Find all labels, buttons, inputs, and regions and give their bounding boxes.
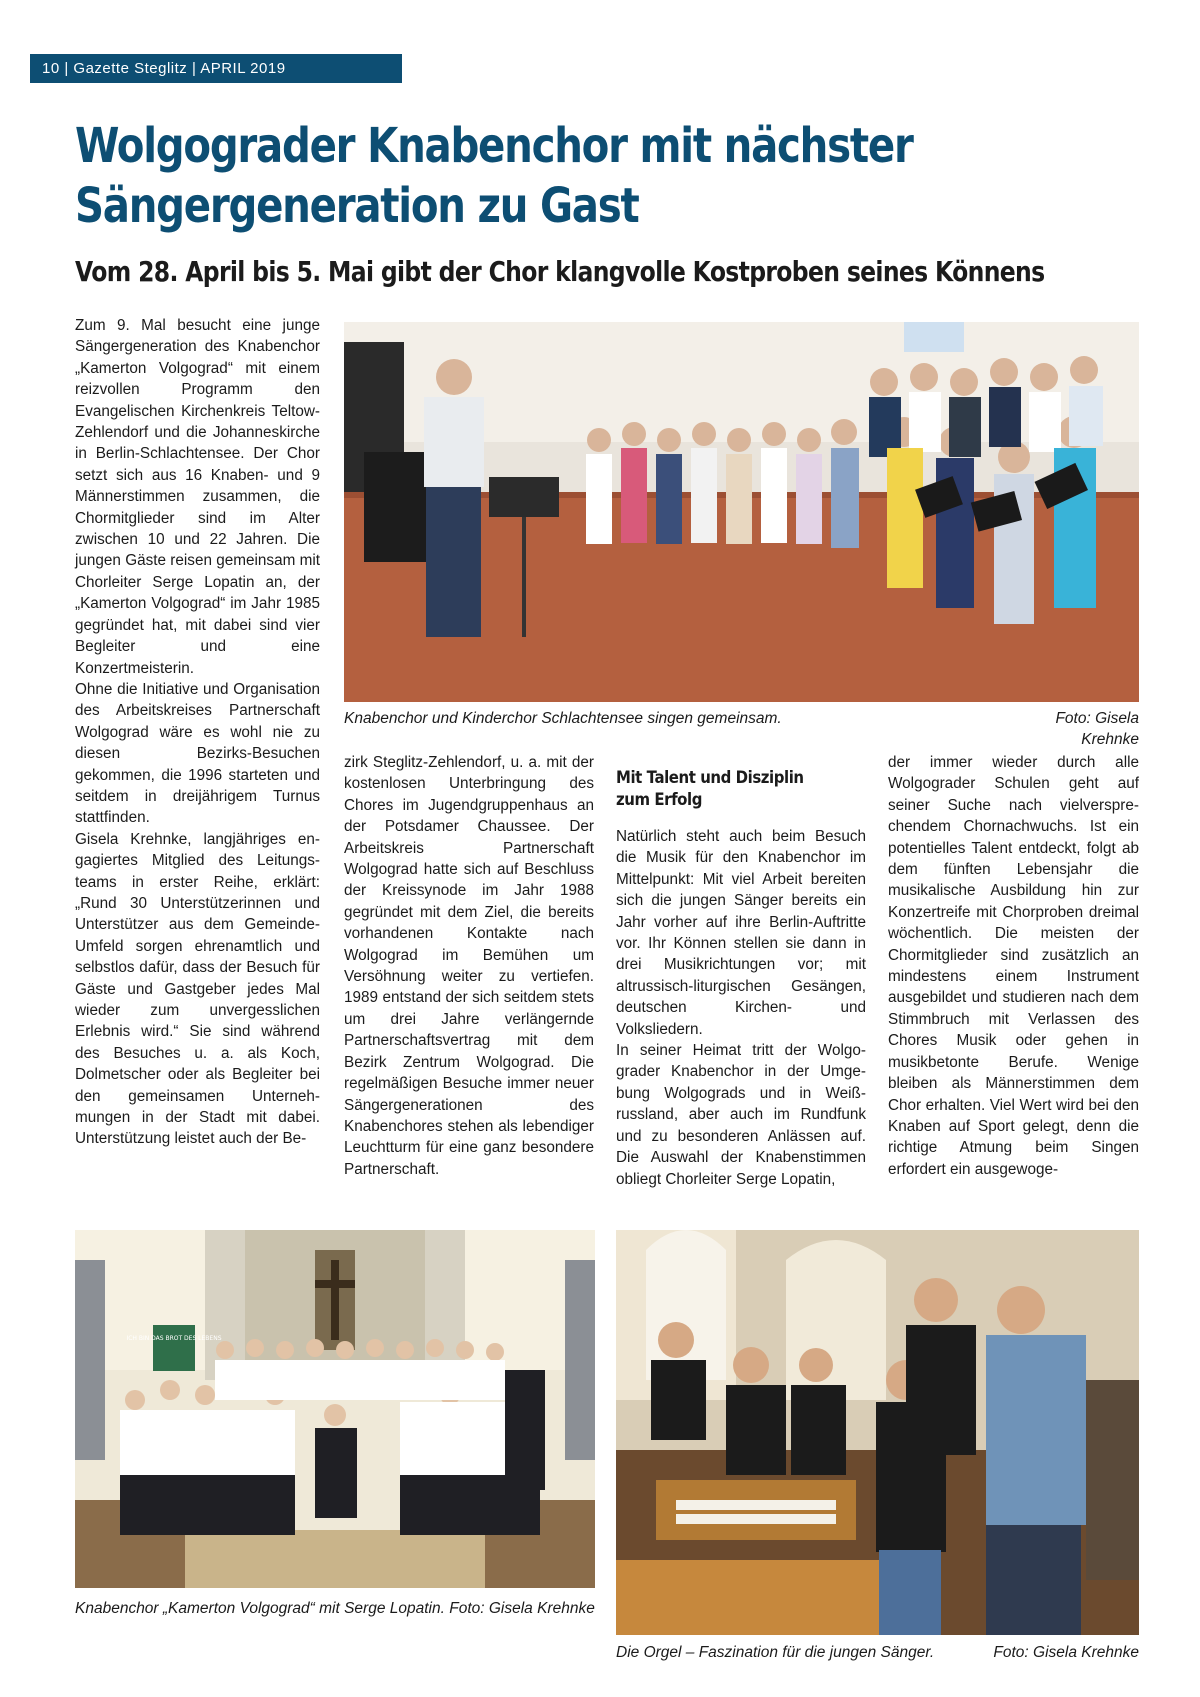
section-heading-line2: zum Erfolg [616, 790, 702, 810]
photo-choir-altar [75, 1230, 595, 1588]
paragraph: Ohne die Initiative und Organisation des Arbeitskreises Partnerschaft Wolgograd wäre es wohl nie zu diesen Bezirks-Besuchen gekommen, die 1996 starteten und seitdem in dreijährigem Turnus stattfinden. [75, 680, 320, 827]
page-header-label: 10 | Gazette Steglitz | APRIL 2019 [42, 60, 286, 77]
article-title-line1: Wolgograder Knabenchor mit nächster [75, 118, 913, 174]
photo-caption: Knabenchor „Kamerton Volgograd“ mit Serge Lopatin. Foto: Gisela Krehnke [75, 1600, 595, 1617]
section-heading [616, 767, 836, 811]
photo-caption: Knabenchor und Kinderchor Schlachtensee singen gemeinsam. [344, 710, 782, 727]
text-column-3 [616, 826, 866, 1190]
text-column-4 [888, 752, 1139, 1180]
text-column-1 [75, 315, 320, 1150]
paragraph: Natürlich steht auch beim Besuch die Musik für den Knabenchor im Mittelpunkt: Mit viel Arbeit bereiten sich die jungen Sänger bereits ein Jahr vorher auf ihre Berlin-Auftritte vor. Ihr Können stellen sie dann in drei Musikrichtungen vor; mit altrussisch-liturgischen Gesängen, deutschen Kirchen- und Volksliedern. [616, 828, 866, 1038]
paragraph: Zum 9. Mal besucht eine junge Sängergeneration des Knabenchor „Kamerton Volgograd“ mit einem reizvollen Programm den Evangelischen Kirchenkreis Teltow-Zehlendorf und die Johanneskirche in Berlin-Schlachtensee. Der Chor setzt sich aus 16 Knaben- und 9 Männerstimmen zusammen, die Chormitglieder sind im Alter zwischen 10 und 22 Jahren. Die jungen Gäste reisen gemeinsam mit Chorleiter Serge Lopatin an, der „Kamerton Volgograd“ im Jahr 1985 gegründet hat, mit dabei sind vier Begleiter und eine Konzertmeisterin. [75, 317, 320, 677]
text-column-2 [344, 752, 594, 1180]
photo-organ [616, 1230, 1139, 1635]
photo-caption: Die Orgel – Faszination für die jungen Sänger. [616, 1644, 935, 1661]
banner-text: ICH BIN DAS BROT DES LEBENS [126, 1335, 222, 1342]
article-subtitle: Vom 28. April bis 5. Mai gibt der Chor klangvolle Kostproben seines Könnens [75, 255, 1045, 288]
article-title-line2: Sängergeneration zu Gast [75, 178, 639, 234]
photo-credit: Foto: Gisela Krehnke [993, 1644, 1139, 1661]
page-header-bar [30, 54, 402, 83]
paragraph: Gisela Krehnke, langjähriges engagiertes Mitglied des Leitungsteams in erster Reihe, erklärt: „Rund 30 Unterstützerinnen und Unterstützer aus dem Gemeinde-Umfeld sorgen ehrenamtlich und selbstlos dafür, dass der Besuch für Gäste und Gastgeber jedes Mal wieder zum unvergesslichen Erlebnis wird.“ Sie sind während des Besuches u. a. als Koch, Dolmetscher oder als Begleiter bei den gemeinsamen Unternehmungen in der Stadt mit dabei. Unterstützung leistet auch der Be- [75, 830, 320, 1148]
paragraph: der immer wieder durch alle Wolgograder Schulen geht auf seiner Suche nach vielversprechendem Chornachwuchs. Ist ein potentielles Talent entdeckt, folgt ab dem fünften Lebensjahr die musikalische Ausbildung hin zur Konzertreife mit Chorproben dreimal wöchentlich. Die meisten der Chormitglieder sind zusätzlich an mindestens einem Instrument ausgebildet und studieren nach dem Stimmbruch mit Verlassen des Chores Musik oder gehen in musikbetonte Berufe. Wenige bleiben als Männerstimmen dem Chor erhalten. Viel Wert wird bei den Knaben auf Sport gelegt, denn die richtige Atmung beim Singen erfordert ein ausgewoge- [888, 754, 1139, 1178]
section-heading-line1: Mit Talent und Disziplin [616, 768, 804, 788]
photo-choir-rehearsal [344, 322, 1139, 702]
paragraph: zirk Steglitz-Zehlendorf, u. a. mit der kostenlosen Unterbringung des Chores im Jugendgruppenhaus an der Potsdamer Chaussee. Der Arbeitskreis Partnerschaft Wolgograd hatte sich auf Beschluss der Kreissynode im Jahr 1988 gegründet mit dem Ziel, die bereits vorhandenen Kontakte nach Wolgograd im Bemühen um Versöhnung weiter zu vertiefen. 1989 entstand der sich seitdem stets um drei Jahre verlängernde Partnerschaftsvertrag mit dem Bezirk Zentrum Wolgograd. Die regelmäßigen Besuche immer neuer Sängergenerationen des Knabenchores stehen als lebendiger Leuchtturm für eine ganz besondere Partnerschaft. [344, 754, 594, 1178]
article-title [75, 116, 1133, 236]
paragraph: In seiner Heimat tritt der Wolgograder Knabenchor in der Umgebung Wolgograds und in Weißrussland, aber auch im Rundfunk und zu besonderen Anlässen auf. Die Auswahl der Knabenstimmen obliegt Chorleiter Serge Lopatin, [616, 1042, 866, 1188]
photo-credit: Foto: Gisela Krehnke [1055, 710, 1139, 748]
